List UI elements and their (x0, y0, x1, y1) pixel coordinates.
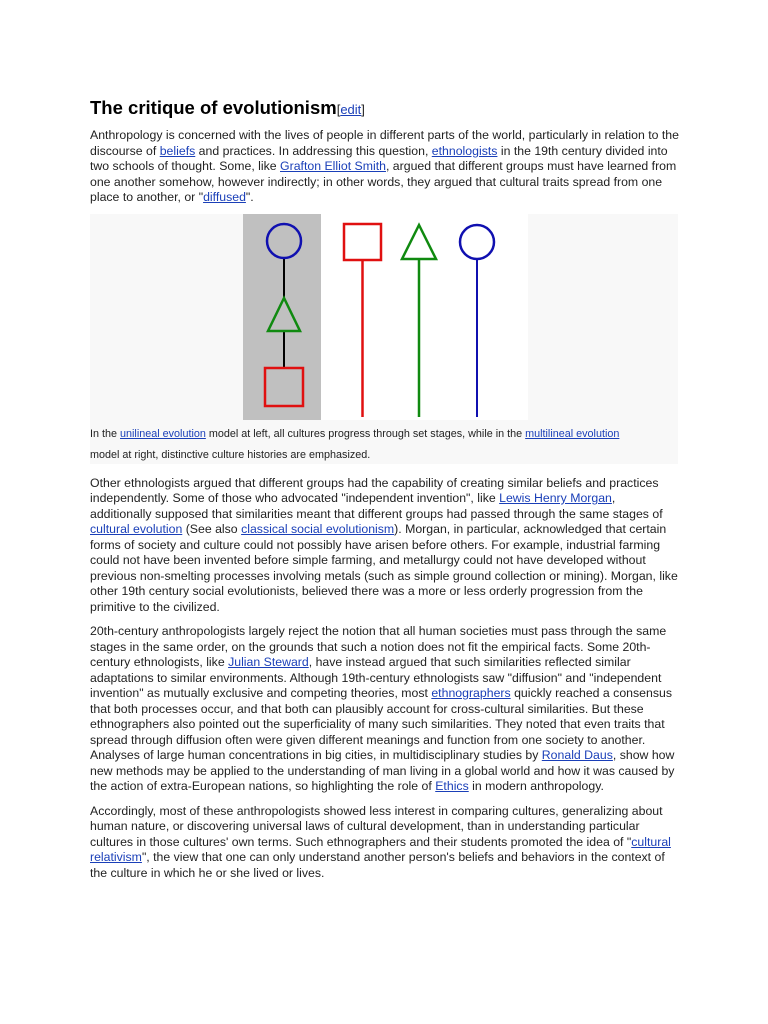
evolution-models-diagram (243, 214, 528, 420)
paragraph-20th-century: 20th-century anthropologists largely reject the notion that all human societies must pass through the same stages in the same order, on the grounds that such a notion does not fit the empirical facts. Some 20th-century ethnologists, like Julian Steward, have instead argued that such similarities reflected similar adaptations to similar environments. Although 19th-century ethnologists saw "diffusion" and "independent invention" as mutually exclusive and competing theories, most ethnographers quickly reached a consensus that both processes occur, and that both can plausibly account for cross-cultural similarities. But these ethnographers also pointed out the superficiality of many such similarities. They noted that even traits that spread through diffusion often were given different meanings and function from one society to another. Analyses of large human concentrations in big cities, in multidisciplinary studies by Ronald Daus, show how new methods may be applied to the understanding of man living in a global world and how it was caused by the action of extra-European nations, so highlighting the role of Ethics in modern anthropology. (90, 624, 675, 793)
link-beliefs[interactable]: beliefs (159, 143, 196, 158)
paragraph-independent-invention: Other ethnologists argued that different groups had the capability of creating similar beliefs and practices independently. Some of those who advocated "independent invention", like Lewis Henry Morgan, additionally supposed that similarities meant that different groups had passed through the same stages of cultural evolution (See also classical social evolutionism). Morgan, in particular, acknowledged that certain forms of society and culture could not possibly have arisen before others. For example, industrial farming could not have been invented before simple farming, and metallurgy could not have developed without previous non-smelting processes involving metals (such as simple ground collection or mining). Morgan, like other 19th century social evolutionists, believed there was a more or less orderly progression from the primitive to the civilized. (90, 475, 678, 614)
link-classical-social-evolutionism[interactable]: classical social evolutionism (241, 522, 395, 536)
article-content (90, 96, 680, 881)
evolution-models-image[interactable] (243, 214, 528, 420)
section-title: The critique of evolutionism (90, 97, 337, 118)
link-julian-steward[interactable]: Julian Steward (228, 655, 309, 669)
paragraph-cultural-relativism: Accordingly, most of these anthropologists showed less interest in comparing cultures, generalizing about human nature, or discovering universal laws of cultural development, than in understanding particular cultures in those cultures' own terms. Such ethnographers and their students promoted the idea of "cultural relativism", the view that one can only understand another person's beliefs and behaviors in the context of the culture in which he or she lived or lives. (90, 803, 671, 880)
link-ethnologists[interactable]: ethnologists (431, 143, 498, 158)
multilineal-triangle-shape (402, 225, 436, 259)
unilineal-panel-background (243, 214, 321, 420)
link-multilineal-evolution[interactable]: multilineal evolution (525, 427, 620, 440)
multilineal-circle-shape (460, 225, 494, 259)
link-cultural-relativism[interactable]: cultural relativism (90, 834, 671, 864)
link-lewis-henry-morgan[interactable]: Lewis Henry Morgan (499, 491, 612, 505)
link-cultural-evolution[interactable]: cultural evolution (90, 522, 183, 536)
link-grafton-elliot-smith[interactable]: Grafton Elliot Smith (280, 159, 386, 173)
link-ronald-daus[interactable]: Ronald Daus (541, 748, 613, 762)
link-unilineal-evolution[interactable]: unilineal evolution (120, 427, 206, 440)
link-ethics[interactable]: Ethics (435, 779, 469, 793)
multilineal-square-shape (344, 224, 381, 260)
link-diffused[interactable]: diffused (203, 190, 246, 204)
edit-section-link[interactable]: edit (340, 102, 362, 117)
edit-section-link-wrapper: [edit] (336, 102, 365, 117)
evolution-models-figure (90, 214, 678, 464)
figure-caption: In the unilineal evolution model at left, all cultures progress through set stages, while in the multilineal evolution model at right, distinctive culture histories are emphasized. (90, 427, 620, 461)
link-ethnographers[interactable]: ethnographers (431, 686, 511, 700)
paragraph-diffusion: Anthropology is concerned with the lives of people in different parts of the world, particularly in relation to the discourse of beliefs and practices. In addressing this question, ethnologists in the 19th century divided into two schools of thought. Some, like Grafton Elliot Smith, argued that different groups must have learned from one another somehow, however indirectly; in other words, they argued that cultural traits spread from one place to another, or "diffused". (90, 128, 679, 204)
section-heading (90, 96, 680, 122)
